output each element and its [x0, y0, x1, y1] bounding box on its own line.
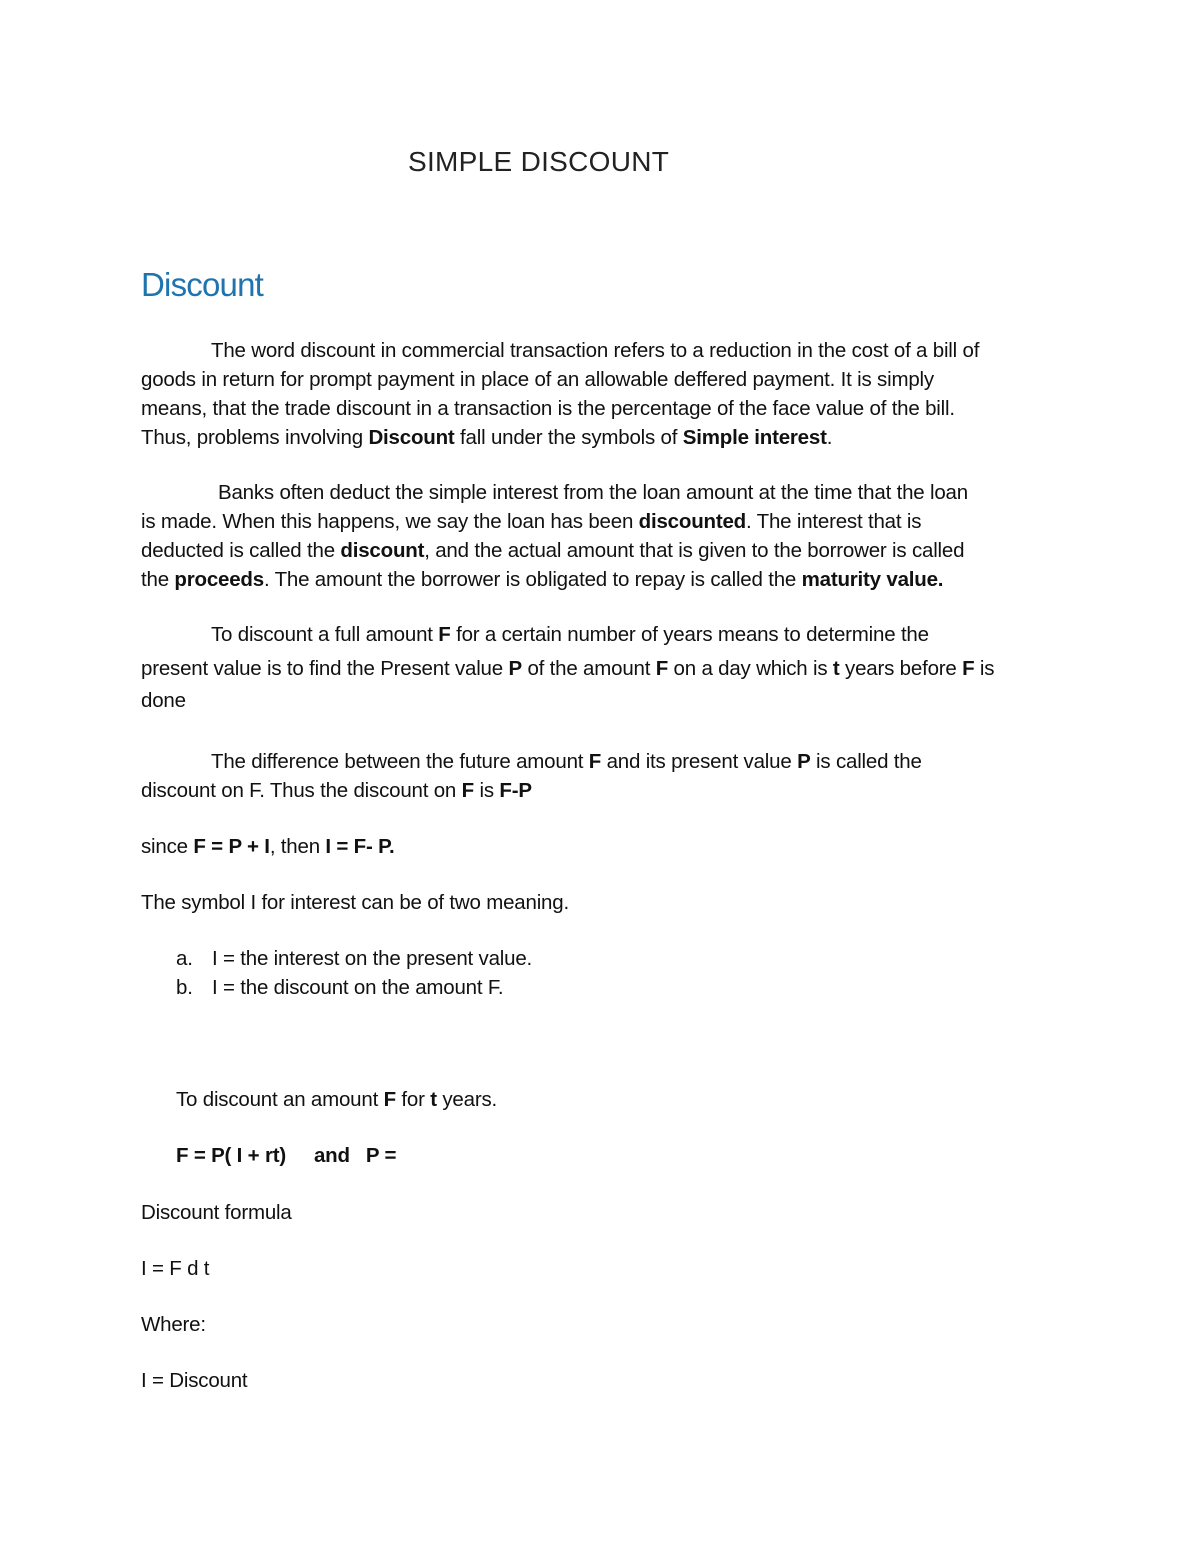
bold-term: discount	[340, 539, 425, 562]
symbol-meaning-line: The symbol I for interest can be of two meaning.	[141, 891, 569, 914]
paragraph-2-line-3: deducted is called the discount, and the actual amount that is given to the borrower is called	[141, 539, 965, 562]
paragraph-1-line-4: Thus, problems involving Discount fall under the symbols of Simple interest.	[141, 426, 833, 449]
paragraph-3-line-2: present value is to find the Present value P of the amount F on a day which is t years before F is	[141, 657, 995, 680]
discount-formula-label: Discount formula	[141, 1201, 292, 1224]
bold-term: maturity value.	[801, 568, 944, 591]
bold-term: Simple interest	[682, 426, 827, 449]
paragraph-4-line-2: discount on F. Thus the discount on F is F-P	[141, 779, 532, 802]
where-label: Where:	[141, 1313, 206, 1336]
paragraph-2-line-1: Banks often deduct the simple interest from the loan amount at the time that the loan	[218, 481, 968, 504]
list-item: b. I = the discount on the amount F.	[176, 976, 504, 999]
formula-line	[176, 1141, 396, 1170]
bold-term: proceeds	[174, 568, 264, 591]
discount-formula: I = F d t	[141, 1257, 210, 1280]
section-heading-discount: Discount	[141, 266, 263, 303]
bold-term: discounted	[638, 510, 746, 533]
paragraph-2-line-2: is made. When this happens, we say the loan has been discounted. The interest that is	[141, 510, 922, 533]
paragraph-4-line-1: The difference between the future amount F and its present value P is called the	[211, 750, 922, 773]
paragraph-3-line-1: To discount a full amount F for a certain number of years means to determine the	[211, 623, 929, 646]
to-discount-line: To discount an amount F for t years.	[176, 1088, 497, 1111]
formula-p: P =	[365, 1144, 397, 1167]
list-item: a. I = the interest on the present value.	[176, 947, 533, 970]
paragraph-1-line-1: The word discount in commercial transaction refers to a reduction in the cost of a bill of	[211, 339, 980, 362]
paragraph-2-line-4: the proceeds. The amount the borrower is obligated to repay is called the maturity value.	[141, 568, 944, 591]
formula-and: and	[313, 1144, 350, 1167]
i-definition: I = Discount	[141, 1369, 248, 1392]
paragraph-1-line-2: goods in return for prompt payment in place of an allowable deffered payment. It is simply	[141, 368, 934, 391]
bold-term: Discount	[368, 426, 455, 449]
paragraph-3-line-3: done	[141, 689, 186, 712]
paragraph-1-line-3: means, that the trade discount in a transaction is the percentage of the face value of the bill.	[141, 397, 955, 420]
page-title: SIMPLE DISCOUNT	[408, 146, 670, 177]
since-equation-line: since F = P + I, then I = F- P.	[141, 835, 395, 858]
formula-f: F = P( I + rt)	[176, 1144, 286, 1167]
